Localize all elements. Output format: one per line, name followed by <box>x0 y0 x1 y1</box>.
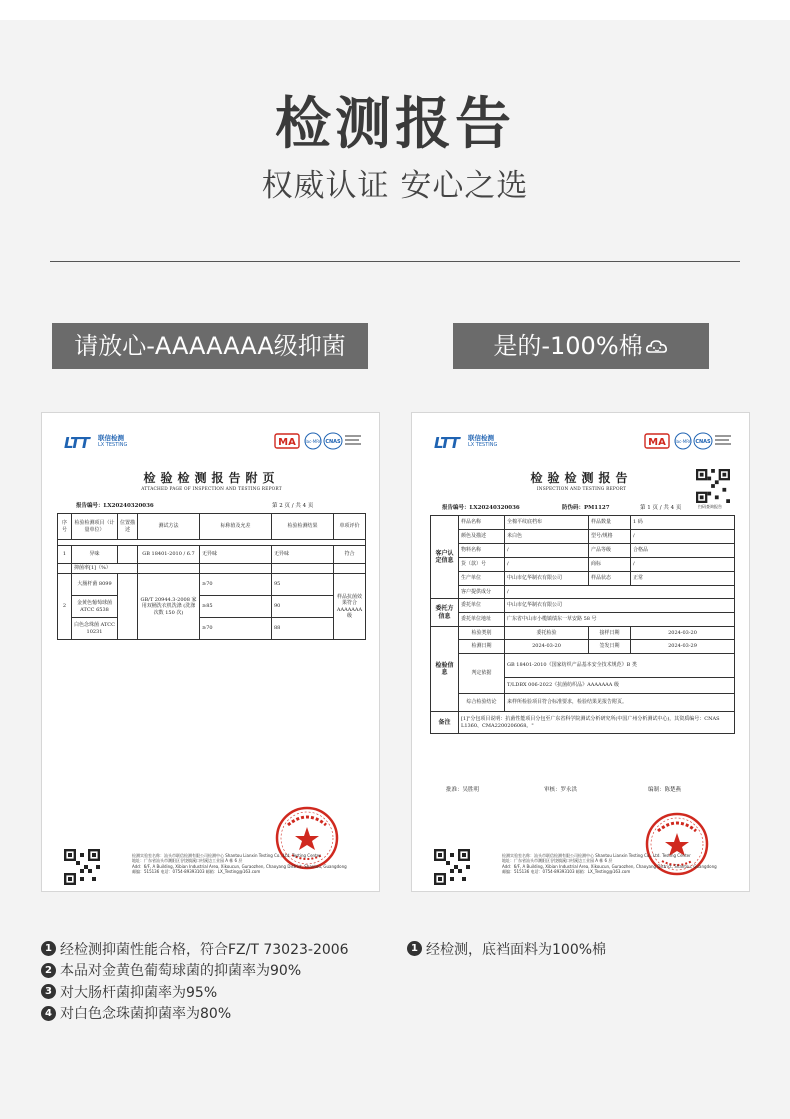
note-item: 1 经检测，底裆面料为100%棉 <box>407 938 606 960</box>
qr-code <box>434 849 470 885</box>
top-band <box>0 0 790 20</box>
report-info-table: 客户认定信息 样品名称 全棉平纹底档布 样品数量 1 码 颜色及描述 米白色 型号/规格 / 物料名称 / 产品等级 合格品 货（款）号 / 商标 / 生产单位 中山市亿华制衣有限公司 样品状态 正常 客户提供成分 / 委托方信息 委托单位 中山市亿华制衣有限公司 委托单位地址 广东省中山市小榄镇绩东一草安路 58 号 检验信息 检验类别 委托检验 接样日期 2024-03-20 检测日期 2024-03-20 签发日期 2024-03-29 判定依据 GB 18401-2010《国家纺织产品基本安全技术规范》B 类 T/LDBX 006-2022《抗菌纺织品》AAAAAAA 级 综合检验结论 来样所检验项目符合标准要求，检验结果见报告附页。 备注 [1]"分包项目说明：抗菌性能项目分包至广东省科学院测试分析研究所(中国广州分析测试中心)，其资质编号：CNAS L1360、CMA2200206068。" <box>430 515 735 734</box>
doc-title: 检验检测报告附页 <box>143 471 280 485</box>
security-code: 防伪码：PM1127 <box>562 505 610 511</box>
table-row: 2 大肠杆菌 8099 GB/T 20944.3-2008 家用双桶洗衣机洗涤 (洗涤次数 150 次) ≥70 95 样品抗菌效果符合 AAAAAAA 级 <box>58 574 366 596</box>
notes-right <box>407 938 606 960</box>
accreditation-badges <box>273 431 365 453</box>
number-badge-icon: 2 <box>41 963 56 978</box>
approver-sign: 批准：吴胜明 <box>446 787 480 793</box>
svg-text:MA: MA <box>278 437 296 448</box>
reviewer-sign: 审核：罗永洪 <box>544 787 578 793</box>
header-cell: 标称值及允差 <box>200 514 272 540</box>
divider <box>50 261 740 262</box>
logo-name-cn: 联信检测 <box>468 434 494 442</box>
logo-mark: LTT <box>64 434 89 452</box>
svg-text:MA: MA <box>648 437 666 448</box>
lx-testing-logo <box>64 433 128 452</box>
section-client: 客户认定信息 <box>431 516 459 599</box>
attached-page-report <box>41 412 380 892</box>
note-item: 4 对白色念珠菌抑菌率为80% <box>41 1003 349 1025</box>
header-cell: 测试方法 <box>138 514 200 540</box>
number-badge-icon: 1 <box>41 941 56 956</box>
svg-text:ilac-MRA: ilac-MRA <box>674 439 692 444</box>
doc-subtitle: INSPECTION AND TESTING REPORT <box>536 487 627 492</box>
logo-name-en: LX TESTING <box>468 442 498 448</box>
header-cell: 序号 <box>58 514 72 540</box>
cloud-icon <box>645 336 669 358</box>
page-title: 检测报告 <box>275 92 515 157</box>
qr-code <box>696 469 730 503</box>
accreditation-badges <box>643 431 735 453</box>
table-row: 1 异味 GB 18401-2010 / 6.7 无异味 无异味 符合 <box>58 546 366 564</box>
cotton-tag-label: 是的-100%棉 <box>493 332 643 360</box>
table-row: 抑菌率[1]（%） <box>58 564 366 574</box>
number-badge-icon: 4 <box>41 1006 56 1021</box>
header-cell: 检验检测结果 <box>272 514 334 540</box>
header-cell: 位置描述 <box>118 514 138 540</box>
note-item: 1 经检测抑菌性能合格，符合FZ/T 73023-2006 <box>41 938 349 960</box>
lx-testing-logo <box>434 433 498 452</box>
test-results-table <box>57 513 366 640</box>
cotton-tag <box>453 323 709 369</box>
note-item: 3 对大肠杆菌抑菌率为95% <box>41 981 349 1003</box>
note-item: 2 本品对金黄色葡萄球菌的抑菌率为90% <box>41 960 349 982</box>
table-row: 白色念珠菌 ATCC 10231 ≥70 88 <box>58 618 366 640</box>
section-entrust: 委托方信息 <box>431 599 459 627</box>
qr-caption: 扫码查询报告 <box>698 504 722 509</box>
svg-text:CNAS: CNAS <box>695 439 711 445</box>
page-indicator: 第 2 页 / 共 4 页 <box>272 503 314 509</box>
table-row: 金黄色葡萄球菌 ATCC 6538 ≥85 90 <box>58 596 366 618</box>
section-inspect: 检验信息 <box>431 627 459 712</box>
page-indicator: 第 1 页 / 共 4 页 <box>640 505 682 511</box>
inspection-report <box>411 412 750 892</box>
logo-name-en: LX TESTING <box>98 442 128 448</box>
svg-text:ilac-MRA: ilac-MRA <box>304 439 322 444</box>
doc-subtitle: ATTACHED PAGE OF INSPECTION AND TESTING REPORT <box>141 487 282 492</box>
lab-footer: 检测实验室名称：汕头市联信检测有限公司检测中心 Shantou Lianxin Testing Co., Ltd. Testing Center 地址：广东省汕头市潮阳区谷饶镇溪口村溪边工业园 A 栋 6 层 Add：6/F, A Building, Xibian Industrial Area, Xikoucun, Guraozhen, Chaoyang District, Shantou, Guangdong 邮编：515136 电话：0754-89393103 邮箱：LX_Testing@163.com <box>132 853 347 875</box>
report-number: 报告编号：LX20240320036 <box>76 503 154 509</box>
lab-footer: 检测实验室名称：汕头市联信检测有限公司检测中心 Shantou Lianxin Testing Co., Ltd. Testing Center 地址：广东省汕头市潮阳区谷饶镇溪口村溪边工业园 A 栋 6 层 Add：6/F, A Building, Xibian Industrial Area, Xikoucun, Guraozhen, Chaoyang District, Shantou, Guangdong 邮编：515136 电话：0754-89393103 邮箱：LX_Testing@163.com <box>502 853 717 875</box>
report-number: 报告编号：LX20240320036 <box>442 505 520 511</box>
number-badge-icon: 3 <box>41 984 56 999</box>
logo-name-cn: 联信检测 <box>98 434 124 442</box>
compiler-sign: 编制：陈楚燕 <box>648 787 682 793</box>
number-badge-icon: 1 <box>407 941 422 956</box>
notes-left <box>41 938 349 1024</box>
doc-title: 检验检测报告 <box>530 471 633 485</box>
svg-text:CNAS: CNAS <box>325 439 341 445</box>
antibacterial-tag: 请放心-AAAAAAA级抑菌 <box>52 323 368 369</box>
header-cell: 检验检测项目（计量单位） <box>72 514 118 540</box>
header-cell: 单项评价 <box>334 514 366 540</box>
section-remark: 备注 <box>431 712 459 734</box>
page-subtitle: 权威认证 安心之选 <box>261 168 529 204</box>
logo-mark: LTT <box>434 434 459 452</box>
qr-code <box>64 849 100 885</box>
